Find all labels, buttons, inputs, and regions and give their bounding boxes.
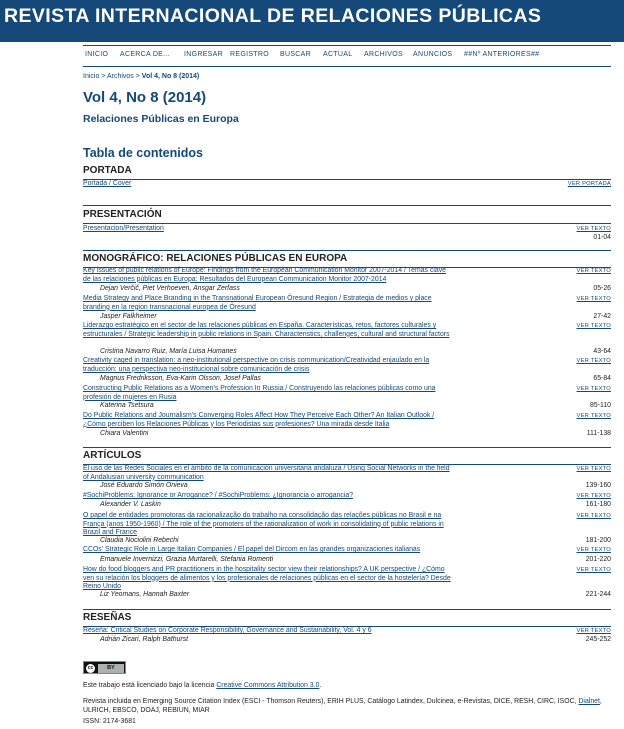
site-title[interactable]: REVISTA INTERNACIONAL DE RELACIONES PÚBLICAS	[4, 5, 542, 27]
section-heading: RESEÑAS	[83, 612, 132, 623]
article-pages: 85-110	[590, 402, 611, 409]
article-authors: Cristina Navarro Ruiz, María Luisa Humanes	[100, 348, 237, 355]
site-header	[0, 0, 624, 42]
article-pages: 43-64	[593, 348, 611, 355]
article-title-link[interactable]: Portada / Cover	[83, 180, 132, 187]
indexing-list: Revista incluida en Emerging Source Citation Index (ESCI - Thomson Reuters), ERIH PLUS, Catálogo Latindex, Dulcinea, e-Revistas, DICE, RESH, CIRC, ISOC,	[83, 698, 577, 705]
view-text-link[interactable]: VER PORTADA	[567, 181, 611, 187]
nav-item-ingresar[interactable]: INGRESAR	[184, 51, 223, 58]
article-pages: 05-26	[593, 285, 611, 292]
breadcrumb-home[interactable]: Inicio	[83, 73, 100, 80]
article-pages: 27-42	[593, 313, 611, 320]
view-text-link[interactable]: VER TEXTO	[576, 513, 611, 519]
article-pages: 111-138	[586, 430, 611, 437]
article-title-link[interactable]: Presentacion/Presentation	[83, 225, 164, 232]
view-text-link[interactable]: VER TEXTO	[576, 413, 611, 419]
section-heading: PORTADA	[83, 165, 132, 176]
view-text-link[interactable]: VER TEXTO	[576, 386, 611, 392]
article-title-link[interactable]: Creativity caged in translation: a neo-institutional perspective on crisis communication/Creatividad enjaulado en la traducción: una perspectiva neo-institucional sobre comunicación de crisis	[83, 357, 430, 373]
article-title-link[interactable]: Constructing Public Relations as a Women’s Profession In Russia / Construyendo las relaciones públicas como una profesión de mujeres en Rusia	[83, 385, 436, 401]
section-divider	[83, 205, 611, 206]
cc-icon: cc	[87, 664, 94, 671]
article-title-link[interactable]: Do Public Relations and Journalism’s Converging Roles Affect How They Perceive Each Other? An Italian Outlook / ¿Cómo perciben los Relaciones Públicas y los Periodistas sus profesiones? Una mirada desde Italia	[83, 412, 435, 428]
breadcrumb-archive[interactable]: Archivos	[106, 73, 134, 80]
breadcrumb-separator: >	[135, 73, 140, 80]
cc-by-label: BY	[98, 664, 124, 673]
article-pages: 221-244	[585, 591, 611, 598]
article-authors: Emanuele Invernizzi, Grazia Murtarelli, Stefania Romenti	[100, 556, 274, 563]
article-title-link[interactable]: CCOs’ Strategic Role in Large Italian Companies / El papel del Dircom en las grandes organizaciones italianas	[83, 546, 421, 553]
article-authors: Magnus Fredriksson, Eva-Karin Olsson, Josef Pallas	[100, 375, 261, 382]
article-title-link[interactable]: O papel de entidades promotoras da racionalização do trabalho na consolidação das relações públicas no Brasil e na França (anos 1950-1960) / The role of the promoters of the rationalization of work in consolidating of public relations in Brazil and France	[83, 512, 444, 537]
article-pages: 139-160	[585, 482, 611, 489]
view-text-link[interactable]: VER TEXTO	[576, 628, 611, 634]
view-text-link[interactable]: VER TEXTO	[576, 358, 611, 364]
article-authors: Chiara Valentini	[100, 430, 149, 437]
section-divider	[83, 609, 611, 610]
page-title: Vol 4, No 8 (2014)	[83, 89, 207, 106]
article-authors: Dejan Verčič, Piet Verhoeven, Ansgar Zerfass	[100, 285, 240, 292]
license-link[interactable]: Creative Commons Attribution 3.0	[216, 682, 320, 689]
nav-item-anuncios[interactable]: ANUNCIOS	[413, 51, 453, 58]
nav-item-buscar[interactable]: BUSCAR	[280, 51, 311, 58]
view-text-link[interactable]: VER TEXTO	[576, 493, 611, 499]
section-heading: MONOGRÁFICO: RELACIONES PÚBLICAS EN EUROPA	[83, 253, 348, 264]
section-heading: ARTÍCULOS	[83, 450, 142, 461]
view-text-link[interactable]: VER TEXTO	[576, 268, 611, 274]
article-authors: José Eduardo Simón Onieva	[100, 482, 188, 489]
breadcrumb	[83, 73, 199, 80]
article-pages: 201-220	[585, 556, 611, 563]
issn: ISSN: 2174-3681	[83, 718, 136, 725]
article-title-link[interactable]: Reseña: Critical Studies on Corporate Responsibility, Governance and Sustainability, Vol. 4 y 6	[83, 627, 372, 634]
article-authors: Katerina Tsetsura	[100, 402, 154, 409]
view-text-link[interactable]: VER TEXTO	[576, 226, 611, 232]
article-authors: Alexander V. Laskin	[100, 501, 161, 508]
issue-subtitle: Relaciones Públicas en Europa	[83, 113, 239, 125]
article-pages: 245-252	[585, 636, 611, 643]
section-divider	[83, 447, 611, 448]
article-authors: Claudia Nociolini Rebechi	[100, 537, 179, 544]
article-pages: 181-200	[585, 537, 611, 544]
license-text	[83, 681, 613, 690]
article-authors: Adrián Zicari, Ralph Bathurst	[100, 636, 189, 643]
license-suffix: .	[319, 682, 322, 689]
toc-title: Tabla de contenidos	[83, 146, 203, 160]
view-text-link[interactable]: VER TEXTO	[576, 547, 611, 553]
article-pages: 161-180	[585, 501, 611, 508]
article-authors: Jasper Falkheimer	[100, 313, 157, 320]
breadcrumb-current[interactable]: Vol 4, No 8 (2014)	[141, 73, 200, 80]
article-title-link[interactable]: Key issues of public relations of Europe: Findings from the European Communication Monitor 2007-2014 / Temas clave de las relaciones públicas en Europa: Resultados del European Communication Monitor 2007-2014	[83, 267, 446, 283]
dialnet-link[interactable]: Dialnet	[578, 698, 600, 705]
nav-item-anteriores[interactable]: ##Nº ANTERIORES##	[464, 51, 540, 58]
view-text-link[interactable]: VER TEXTO	[576, 567, 611, 573]
section-underline	[83, 223, 611, 224]
article-title-link[interactable]: Media Strategy and Place Branding in the Transnational European Öresund Region / Estrategia de medios y place branding en la region transnacional europea de Öresund	[83, 295, 432, 311]
article-pages: 65-84	[593, 375, 611, 382]
section-heading: PRESENTACIÓN	[83, 209, 162, 220]
article-authors: Liz Yeomans, Hannah Baxter	[100, 591, 190, 598]
main-nav	[83, 45, 611, 67]
indexing-rest: , ULRICH, EBSCO, DOAJ, REBIUN, MIAR	[83, 698, 602, 714]
view-text-link[interactable]: VER TEXTO	[576, 323, 611, 329]
cc-license-badge[interactable]	[83, 661, 126, 674]
view-text-link[interactable]: VER TEXTO	[576, 466, 611, 472]
nav-item-actual[interactable]: ACTUAL	[323, 51, 353, 58]
article-pages: 01-04	[593, 234, 611, 241]
breadcrumb-separator: >	[101, 73, 106, 80]
nav-item-inicio[interactable]: INICIO	[85, 51, 109, 58]
section-divider	[83, 250, 611, 251]
article-title-link[interactable]: El uso de las Redes Sociales en el ámbito de la comunicación universitaria andaluza / Using Social Networks in the field of Andalusian university communication	[83, 465, 450, 481]
article-title-link[interactable]: #SochiProblems: Ignorance or Arrogance? / #SochiProblems: ¿Ignorancia o arrogancia?	[83, 492, 354, 499]
nav-item-archivos[interactable]: ARCHIVOS	[364, 51, 403, 58]
nav-item-registro[interactable]: REGISTRO	[230, 51, 269, 58]
article-title-link[interactable]: How do food bloggers and PR practitioners in the hospitality sector view their relationships? A UK perspective / ¿Cómo ven su relación los bloggers de alimentos y los profesionales de relaciones públicas en el sector de la hostelería? Desde Reino Unido	[83, 566, 451, 591]
license-prefix: Este trabajo está licenciado bajo la licencia	[83, 682, 215, 689]
indexing-text	[83, 697, 613, 715]
nav-item-acerca[interactable]: ACERCA DE...	[120, 51, 170, 58]
article-title-link[interactable]: Liderazgo estratégico en el sector de las relaciones públicas en España. Características, retos, factores culturales y estructurales / Strategic leadership in public relations in Spain. Characteristics, challenges, cultural and structural factors	[83, 322, 450, 338]
view-text-link[interactable]: VER TEXTO	[576, 296, 611, 302]
